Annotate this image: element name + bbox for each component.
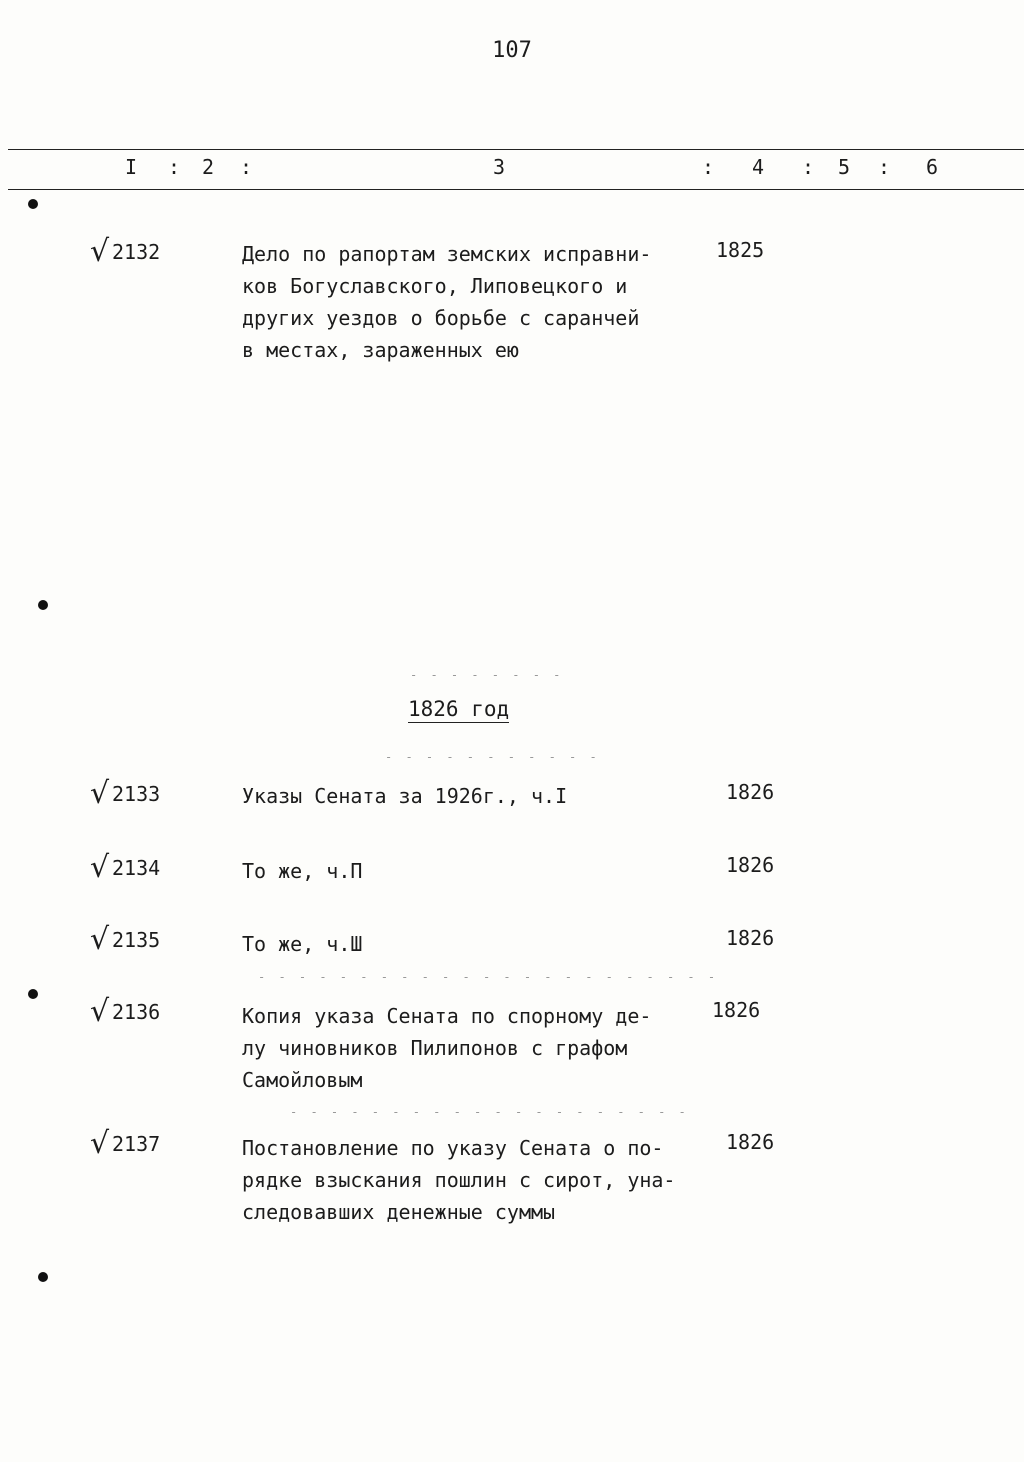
column-separator: :: [168, 155, 181, 179]
column-header-3: 3: [493, 155, 506, 179]
entry-date: 1826: [712, 998, 761, 1022]
entry-number-text: 2135: [112, 928, 161, 952]
margin-dot: [28, 989, 38, 999]
column-header-5: 5: [838, 155, 851, 179]
header-rule-bottom: [8, 189, 1024, 190]
column-separator: :: [878, 155, 891, 179]
check-mark-icon: √: [90, 922, 110, 957]
column-separator: :: [240, 155, 253, 179]
entry-number-text: 2137: [112, 1132, 161, 1156]
check-mark-icon: √: [90, 994, 110, 1029]
dashed-separator: - - - - - - - - - - - - - - - - - - - - - - -: [258, 970, 719, 984]
section-title: 1826 год: [408, 697, 510, 721]
entry-number: [90, 850, 161, 885]
entry-date: 1825: [716, 238, 765, 262]
column-header-6: 6: [926, 155, 939, 179]
entry-title: То же, ч.Ш: [242, 932, 363, 956]
entry-date: 1826: [726, 780, 775, 804]
entry-title: То же, ч.П: [242, 859, 363, 883]
entry-title: Указы Сената за 1926г., ч.I: [242, 784, 568, 808]
dashed-separator: - - - - - - - -: [410, 668, 564, 682]
column-header-2: 2: [202, 155, 215, 179]
entry-date: 1826: [726, 853, 775, 877]
entry-number-text: 2134: [112, 856, 161, 880]
column-header-1: I: [125, 155, 138, 179]
entry-number: [90, 922, 161, 957]
entry-title: Постановление по указу Сената о по- рядке взыскания пошлин с сирот, уна- следовавших денежные суммы: [242, 1136, 676, 1224]
column-separator: :: [702, 155, 715, 179]
entry-number: [90, 234, 161, 269]
page-number: 107: [492, 38, 532, 63]
dashed-separator: - - - - - - - - - - - - - - - - - - - -: [290, 1105, 689, 1119]
column-separator: :: [802, 155, 815, 179]
entry-number: [90, 776, 161, 811]
margin-dot: [38, 1272, 48, 1282]
entry-date: 1826: [726, 926, 775, 950]
margin-dot: [28, 199, 38, 209]
check-mark-icon: √: [90, 850, 110, 885]
check-mark-icon: √: [90, 776, 110, 811]
entry-number: [90, 994, 161, 1029]
header-rule-top: [8, 149, 1024, 150]
margin-dot: [38, 600, 48, 610]
column-header-4: 4: [752, 155, 765, 179]
entry-number: [90, 1126, 161, 1161]
entry-date: 1826: [726, 1130, 775, 1154]
check-mark-icon: √: [90, 234, 110, 269]
entry-number-text: 2133: [112, 782, 161, 806]
entry-title: Копия указа Сената по спорному де- лу чиновников Пилипонов с графом Самойловым: [242, 1004, 652, 1092]
entry-title: Дело по рапортам земских исправни- ков Богуславского, Липовецкого и других уездов о борьбе с саранчей в местах, зараженных ею: [242, 242, 652, 362]
entry-number-text: 2136: [112, 1000, 161, 1024]
dashed-separator: - - - - - - - - - - -: [385, 750, 600, 764]
entry-number-text: 2132: [112, 240, 161, 264]
check-mark-icon: √: [90, 1126, 110, 1161]
